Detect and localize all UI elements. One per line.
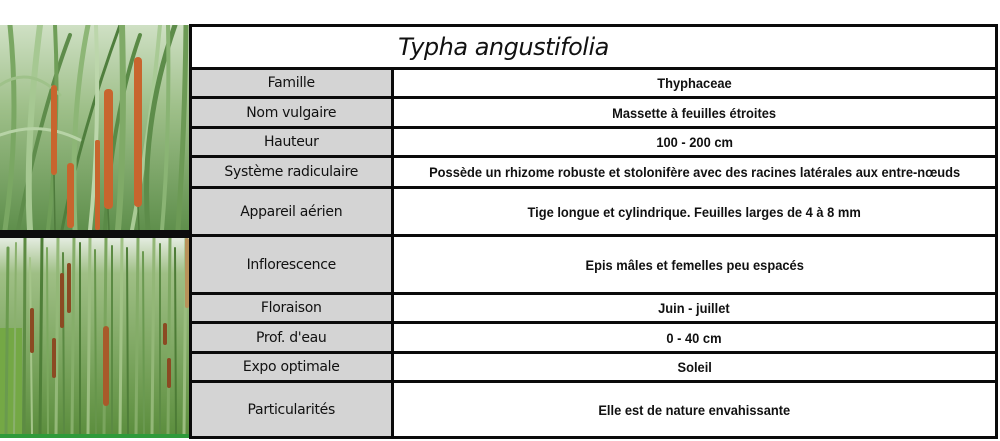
row-label-inflorescence: Inflorescence [192,236,392,294]
photo-separator [0,230,191,238]
table-row [192,236,995,294]
row-value-famille [392,69,995,98]
row-value-text: Possède un rhizome robuste et stolonifère avec des racines latérales aux entre-nœuds [428,164,960,180]
row-value-text: Epis mâles et femelles peu espacés [585,256,804,273]
cattail-closeup-photo [0,25,189,230]
table-row [192,128,995,157]
row-value-expo-optimale [392,353,995,382]
table-row [192,353,995,382]
row-value-text: Juin - juillet [658,300,731,316]
table-row [192,294,995,323]
cattail-closeup-image [0,25,189,230]
table-row [192,323,995,353]
row-value-text: Massette à feuilles étroites [612,104,777,121]
row-value-text: 100 - 200 cm [655,134,733,150]
table-row [192,98,995,128]
row-label-appareil-aerien: Appareil aérien [192,188,392,236]
plant-data-sheet [189,24,998,439]
species-title: Typha angustifolia [192,27,995,69]
row-label-nom-vulgaire: Nom vulgaire [192,98,392,128]
row-value-systeme-radiculaire [392,157,995,188]
row-label-prof-eau: Prof. d'eau [192,323,392,353]
plant-info-table [192,27,995,436]
row-label-particularites: Particularités [192,382,392,437]
row-label-floraison: Floraison [192,294,392,323]
table-row [192,382,995,437]
row-value-appareil-aerien [392,188,995,236]
row-value-text: Thyphaceae [657,75,732,91]
row-label-expo-optimale: Expo optimale [192,353,392,382]
cattail-stand-image [0,238,189,434]
row-label-famille: Famille [192,69,392,98]
row-label-hauteur: Hauteur [192,128,392,157]
row-value-inflorescence [392,236,995,294]
row-value-particularites [392,382,995,437]
row-value-hauteur [392,128,995,157]
row-value-text: Tige longue et cylindrique. Feuilles larges de 4 à 8 mm [527,203,861,220]
cattail-stand-photo [0,238,189,434]
row-label-systeme-radiculaire: Système radiculaire [192,157,392,188]
row-value-prof-eau [392,323,995,353]
row-value-text: Elle est de nature envahissante [598,401,791,418]
table-row [192,188,995,236]
row-value-nom-vulgaire [392,98,995,128]
table-row [192,157,995,188]
photo-bottom-line [0,434,191,438]
table-row [192,69,995,98]
row-value-text: 0 - 40 cm [666,329,722,346]
title-row [192,27,995,69]
row-value-floraison [392,294,995,323]
row-value-text: Soleil [677,359,712,375]
